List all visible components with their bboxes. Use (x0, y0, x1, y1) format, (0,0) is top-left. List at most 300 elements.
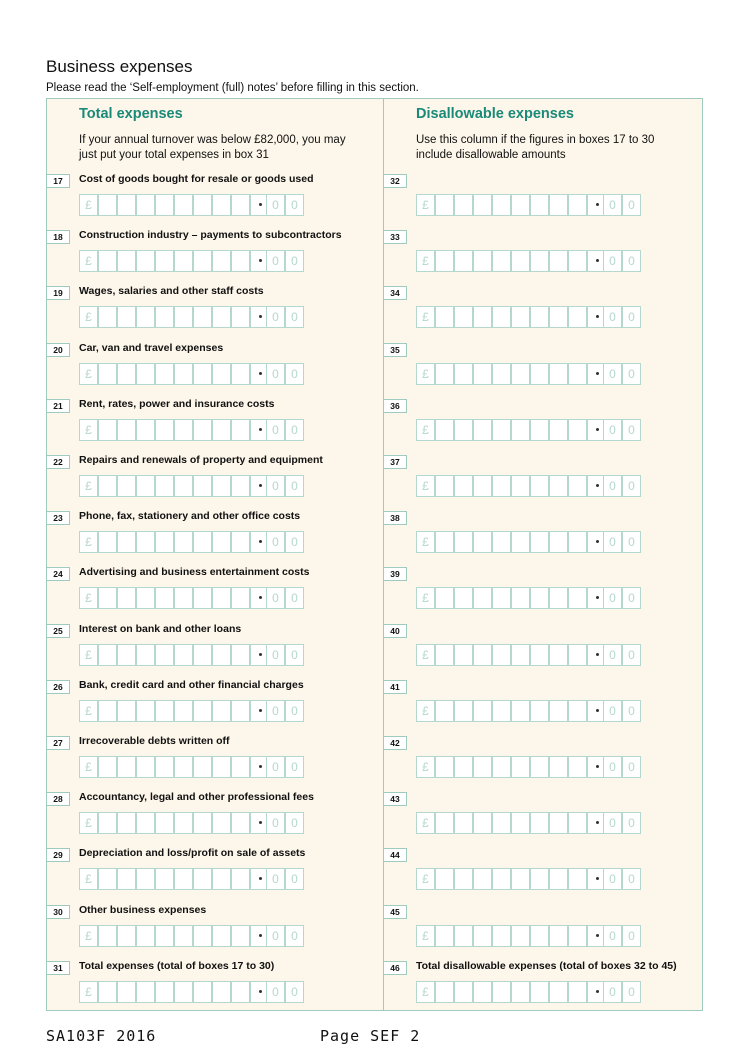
digit-cell[interactable] (155, 250, 174, 272)
digit-cell[interactable] (530, 587, 549, 609)
pound-cell[interactable]: £ (79, 981, 98, 1003)
pence-cell[interactable]: 0 (622, 306, 641, 328)
digit-cell[interactable] (98, 812, 117, 834)
pence-cell[interactable]: 0 (622, 812, 641, 834)
pound-cell[interactable]: £ (416, 925, 435, 947)
digit-cell[interactable] (473, 700, 492, 722)
digit-cell[interactable] (549, 981, 568, 1003)
digit-cell[interactable] (549, 587, 568, 609)
digit-cell[interactable] (530, 250, 549, 272)
pence-cell[interactable]: 0 (603, 194, 622, 216)
digit-cell[interactable] (98, 194, 117, 216)
pence-cell[interactable]: 0 (285, 531, 304, 553)
digit-cell[interactable] (530, 194, 549, 216)
digit-cell[interactable] (117, 981, 136, 1003)
digit-cell[interactable] (98, 419, 117, 441)
digit-cell[interactable] (117, 644, 136, 666)
digit-cell[interactable] (435, 250, 454, 272)
pence-cell[interactable]: 0 (603, 981, 622, 1003)
digit-cell[interactable] (454, 194, 473, 216)
digit-cell[interactable] (174, 925, 193, 947)
pence-cell[interactable]: 0 (622, 475, 641, 497)
digit-cell[interactable] (136, 250, 155, 272)
digit-cell[interactable] (492, 194, 511, 216)
digit-cell[interactable] (231, 306, 250, 328)
digit-cell[interactable] (117, 419, 136, 441)
digit-cell[interactable] (530, 925, 549, 947)
digit-cell[interactable] (212, 700, 231, 722)
digit-cell[interactable] (511, 419, 530, 441)
pound-cell[interactable]: £ (416, 250, 435, 272)
pence-cell[interactable]: 0 (622, 756, 641, 778)
digit-cell[interactable] (117, 531, 136, 553)
digit-cell[interactable] (454, 419, 473, 441)
pence-cell[interactable]: 0 (285, 756, 304, 778)
digit-cell[interactable] (155, 700, 174, 722)
digit-cell[interactable] (212, 868, 231, 890)
digit-cell[interactable] (568, 981, 587, 1003)
pound-cell[interactable]: £ (416, 587, 435, 609)
digit-cell[interactable] (568, 868, 587, 890)
digit-cell[interactable] (511, 587, 530, 609)
digit-cell[interactable] (549, 868, 568, 890)
pence-cell[interactable]: 0 (285, 475, 304, 497)
digit-cell[interactable] (568, 700, 587, 722)
digit-cell[interactable] (492, 981, 511, 1003)
digit-cell[interactable] (473, 644, 492, 666)
digit-cell[interactable] (136, 531, 155, 553)
digit-cell[interactable] (492, 306, 511, 328)
pence-cell[interactable]: 0 (266, 756, 285, 778)
digit-cell[interactable] (174, 868, 193, 890)
digit-cell[interactable] (435, 587, 454, 609)
digit-cell[interactable] (117, 306, 136, 328)
digit-cell[interactable] (454, 981, 473, 1003)
pence-cell[interactable]: 0 (285, 194, 304, 216)
digit-cell[interactable] (454, 531, 473, 553)
pence-cell[interactable]: 0 (266, 306, 285, 328)
digit-cell[interactable] (549, 194, 568, 216)
pence-cell[interactable]: 0 (285, 644, 304, 666)
digit-cell[interactable] (155, 644, 174, 666)
digit-cell[interactable] (98, 363, 117, 385)
digit-cell[interactable] (530, 644, 549, 666)
digit-cell[interactable] (492, 363, 511, 385)
digit-cell[interactable] (117, 756, 136, 778)
digit-cell[interactable] (492, 756, 511, 778)
digit-cell[interactable] (530, 868, 549, 890)
digit-cell[interactable] (212, 419, 231, 441)
pence-cell[interactable]: 0 (622, 925, 641, 947)
digit-cell[interactable] (212, 644, 231, 666)
digit-cell[interactable] (568, 756, 587, 778)
digit-cell[interactable] (155, 531, 174, 553)
digit-cell[interactable] (155, 306, 174, 328)
pound-cell[interactable]: £ (416, 812, 435, 834)
digit-cell[interactable] (454, 644, 473, 666)
digit-cell[interactable] (155, 868, 174, 890)
pence-cell[interactable]: 0 (285, 250, 304, 272)
digit-cell[interactable] (212, 587, 231, 609)
pence-cell[interactable]: 0 (266, 475, 285, 497)
pound-cell[interactable]: £ (79, 475, 98, 497)
digit-cell[interactable] (473, 475, 492, 497)
digit-cell[interactable] (435, 868, 454, 890)
pence-cell[interactable]: 0 (285, 925, 304, 947)
pound-cell[interactable]: £ (79, 250, 98, 272)
digit-cell[interactable] (435, 812, 454, 834)
digit-cell[interactable] (435, 306, 454, 328)
digit-cell[interactable] (117, 925, 136, 947)
digit-cell[interactable] (549, 644, 568, 666)
digit-cell[interactable] (454, 812, 473, 834)
digit-cell[interactable] (155, 419, 174, 441)
digit-cell[interactable] (530, 812, 549, 834)
pence-cell[interactable]: 0 (285, 812, 304, 834)
pound-cell[interactable]: £ (79, 644, 98, 666)
digit-cell[interactable] (568, 812, 587, 834)
pence-cell[interactable]: 0 (266, 981, 285, 1003)
pence-cell[interactable]: 0 (285, 868, 304, 890)
digit-cell[interactable] (117, 363, 136, 385)
digit-cell[interactable] (473, 194, 492, 216)
digit-cell[interactable] (193, 756, 212, 778)
digit-cell[interactable] (530, 981, 549, 1003)
pence-cell[interactable]: 0 (603, 868, 622, 890)
digit-cell[interactable] (193, 306, 212, 328)
pence-cell[interactable]: 0 (266, 531, 285, 553)
digit-cell[interactable] (212, 194, 231, 216)
pound-cell[interactable]: £ (416, 868, 435, 890)
pound-cell[interactable]: £ (416, 419, 435, 441)
pence-cell[interactable]: 0 (603, 475, 622, 497)
digit-cell[interactable] (174, 363, 193, 385)
digit-cell[interactable] (98, 981, 117, 1003)
digit-cell[interactable] (454, 363, 473, 385)
digit-cell[interactable] (454, 868, 473, 890)
digit-cell[interactable] (193, 587, 212, 609)
digit-cell[interactable] (492, 700, 511, 722)
pound-cell[interactable]: £ (79, 756, 98, 778)
pound-cell[interactable]: £ (79, 194, 98, 216)
digit-cell[interactable] (473, 756, 492, 778)
digit-cell[interactable] (193, 419, 212, 441)
pence-cell[interactable]: 0 (622, 531, 641, 553)
digit-cell[interactable] (117, 250, 136, 272)
digit-cell[interactable] (155, 756, 174, 778)
digit-cell[interactable] (155, 812, 174, 834)
digit-cell[interactable] (454, 250, 473, 272)
digit-cell[interactable] (435, 700, 454, 722)
digit-cell[interactable] (511, 700, 530, 722)
digit-cell[interactable] (136, 981, 155, 1003)
digit-cell[interactable] (231, 194, 250, 216)
pound-cell[interactable]: £ (416, 194, 435, 216)
digit-cell[interactable] (193, 194, 212, 216)
digit-cell[interactable] (530, 419, 549, 441)
digit-cell[interactable] (117, 700, 136, 722)
digit-cell[interactable] (454, 587, 473, 609)
digit-cell[interactable] (231, 644, 250, 666)
digit-cell[interactable] (174, 194, 193, 216)
digit-cell[interactable] (98, 306, 117, 328)
pence-cell[interactable]: 0 (603, 531, 622, 553)
digit-cell[interactable] (155, 194, 174, 216)
pence-cell[interactable]: 0 (285, 587, 304, 609)
digit-cell[interactable] (435, 531, 454, 553)
digit-cell[interactable] (511, 306, 530, 328)
pence-cell[interactable]: 0 (603, 587, 622, 609)
digit-cell[interactable] (549, 925, 568, 947)
digit-cell[interactable] (155, 475, 174, 497)
pound-cell[interactable]: £ (79, 868, 98, 890)
digit-cell[interactable] (473, 981, 492, 1003)
pence-cell[interactable]: 0 (285, 363, 304, 385)
digit-cell[interactable] (231, 250, 250, 272)
digit-cell[interactable] (174, 700, 193, 722)
digit-cell[interactable] (174, 812, 193, 834)
digit-cell[interactable] (136, 812, 155, 834)
pence-cell[interactable]: 0 (266, 868, 285, 890)
digit-cell[interactable] (568, 531, 587, 553)
pence-cell[interactable]: 0 (266, 700, 285, 722)
digit-cell[interactable] (549, 250, 568, 272)
digit-cell[interactable] (568, 363, 587, 385)
pound-cell[interactable]: £ (416, 306, 435, 328)
digit-cell[interactable] (98, 250, 117, 272)
digit-cell[interactable] (511, 363, 530, 385)
pence-cell[interactable]: 0 (603, 250, 622, 272)
digit-cell[interactable] (492, 868, 511, 890)
digit-cell[interactable] (98, 587, 117, 609)
digit-cell[interactable] (473, 587, 492, 609)
digit-cell[interactable] (530, 700, 549, 722)
digit-cell[interactable] (193, 250, 212, 272)
digit-cell[interactable] (155, 363, 174, 385)
digit-cell[interactable] (511, 812, 530, 834)
pound-cell[interactable]: £ (79, 925, 98, 947)
pence-cell[interactable]: 0 (266, 419, 285, 441)
digit-cell[interactable] (549, 419, 568, 441)
digit-cell[interactable] (212, 250, 231, 272)
digit-cell[interactable] (98, 644, 117, 666)
digit-cell[interactable] (492, 250, 511, 272)
pound-cell[interactable]: £ (79, 812, 98, 834)
digit-cell[interactable] (473, 419, 492, 441)
digit-cell[interactable] (473, 363, 492, 385)
digit-cell[interactable] (511, 250, 530, 272)
digit-cell[interactable] (193, 531, 212, 553)
digit-cell[interactable] (530, 756, 549, 778)
digit-cell[interactable] (435, 419, 454, 441)
pound-cell[interactable]: £ (79, 363, 98, 385)
pence-cell[interactable]: 0 (622, 700, 641, 722)
digit-cell[interactable] (193, 868, 212, 890)
digit-cell[interactable] (155, 587, 174, 609)
pence-cell[interactable]: 0 (603, 644, 622, 666)
pence-cell[interactable]: 0 (285, 419, 304, 441)
pound-cell[interactable]: £ (79, 419, 98, 441)
digit-cell[interactable] (231, 981, 250, 1003)
digit-cell[interactable] (530, 363, 549, 385)
digit-cell[interactable] (98, 756, 117, 778)
digit-cell[interactable] (549, 812, 568, 834)
pound-cell[interactable]: £ (79, 306, 98, 328)
pound-cell[interactable]: £ (416, 700, 435, 722)
digit-cell[interactable] (435, 925, 454, 947)
pence-cell[interactable]: 0 (266, 363, 285, 385)
pound-cell[interactable]: £ (416, 981, 435, 1003)
digit-cell[interactable] (117, 194, 136, 216)
digit-cell[interactable] (212, 756, 231, 778)
digit-cell[interactable] (492, 925, 511, 947)
digit-cell[interactable] (492, 812, 511, 834)
digit-cell[interactable] (231, 756, 250, 778)
digit-cell[interactable] (212, 812, 231, 834)
digit-cell[interactable] (568, 587, 587, 609)
digit-cell[interactable] (511, 475, 530, 497)
digit-cell[interactable] (174, 250, 193, 272)
pound-cell[interactable]: £ (416, 756, 435, 778)
digit-cell[interactable] (530, 306, 549, 328)
digit-cell[interactable] (212, 475, 231, 497)
pence-cell[interactable]: 0 (285, 306, 304, 328)
digit-cell[interactable] (492, 531, 511, 553)
pence-cell[interactable]: 0 (603, 812, 622, 834)
digit-cell[interactable] (568, 194, 587, 216)
digit-cell[interactable] (193, 700, 212, 722)
digit-cell[interactable] (98, 868, 117, 890)
digit-cell[interactable] (454, 475, 473, 497)
digit-cell[interactable] (492, 644, 511, 666)
digit-cell[interactable] (568, 644, 587, 666)
digit-cell[interactable] (231, 475, 250, 497)
digit-cell[interactable] (435, 363, 454, 385)
digit-cell[interactable] (473, 925, 492, 947)
digit-cell[interactable] (98, 475, 117, 497)
pence-cell[interactable]: 0 (603, 925, 622, 947)
digit-cell[interactable] (136, 868, 155, 890)
pence-cell[interactable]: 0 (603, 756, 622, 778)
pound-cell[interactable]: £ (79, 587, 98, 609)
digit-cell[interactable] (174, 531, 193, 553)
digit-cell[interactable] (454, 306, 473, 328)
pound-cell[interactable]: £ (79, 700, 98, 722)
digit-cell[interactable] (473, 812, 492, 834)
digit-cell[interactable] (530, 531, 549, 553)
digit-cell[interactable] (454, 925, 473, 947)
digit-cell[interactable] (136, 419, 155, 441)
digit-cell[interactable] (473, 306, 492, 328)
pence-cell[interactable]: 0 (266, 925, 285, 947)
digit-cell[interactable] (136, 363, 155, 385)
digit-cell[interactable] (231, 925, 250, 947)
digit-cell[interactable] (511, 756, 530, 778)
digit-cell[interactable] (193, 812, 212, 834)
digit-cell[interactable] (136, 700, 155, 722)
digit-cell[interactable] (231, 868, 250, 890)
digit-cell[interactable] (549, 700, 568, 722)
digit-cell[interactable] (117, 475, 136, 497)
digit-cell[interactable] (136, 587, 155, 609)
digit-cell[interactable] (231, 531, 250, 553)
pence-cell[interactable]: 0 (266, 587, 285, 609)
digit-cell[interactable] (212, 925, 231, 947)
digit-cell[interactable] (231, 419, 250, 441)
digit-cell[interactable] (212, 306, 231, 328)
digit-cell[interactable] (174, 306, 193, 328)
digit-cell[interactable] (155, 981, 174, 1003)
digit-cell[interactable] (98, 700, 117, 722)
digit-cell[interactable] (435, 475, 454, 497)
pound-cell[interactable]: £ (416, 531, 435, 553)
digit-cell[interactable] (155, 925, 174, 947)
pence-cell[interactable]: 0 (603, 700, 622, 722)
digit-cell[interactable] (549, 756, 568, 778)
digit-cell[interactable] (549, 475, 568, 497)
digit-cell[interactable] (174, 756, 193, 778)
digit-cell[interactable] (231, 700, 250, 722)
digit-cell[interactable] (136, 925, 155, 947)
digit-cell[interactable] (549, 306, 568, 328)
digit-cell[interactable] (174, 475, 193, 497)
pence-cell[interactable]: 0 (622, 981, 641, 1003)
digit-cell[interactable] (193, 925, 212, 947)
digit-cell[interactable] (511, 925, 530, 947)
digit-cell[interactable] (492, 587, 511, 609)
pence-cell[interactable]: 0 (285, 700, 304, 722)
digit-cell[interactable] (174, 587, 193, 609)
pence-cell[interactable]: 0 (622, 868, 641, 890)
pence-cell[interactable]: 0 (622, 363, 641, 385)
digit-cell[interactable] (511, 981, 530, 1003)
digit-cell[interactable] (473, 868, 492, 890)
digit-cell[interactable] (136, 475, 155, 497)
digit-cell[interactable] (492, 419, 511, 441)
digit-cell[interactable] (511, 194, 530, 216)
pence-cell[interactable]: 0 (266, 194, 285, 216)
digit-cell[interactable] (231, 812, 250, 834)
digit-cell[interactable] (473, 250, 492, 272)
digit-cell[interactable] (136, 756, 155, 778)
digit-cell[interactable] (174, 644, 193, 666)
digit-cell[interactable] (568, 419, 587, 441)
pence-cell[interactable]: 0 (622, 419, 641, 441)
digit-cell[interactable] (136, 644, 155, 666)
digit-cell[interactable] (117, 812, 136, 834)
digit-cell[interactable] (492, 475, 511, 497)
digit-cell[interactable] (568, 250, 587, 272)
pence-cell[interactable]: 0 (603, 419, 622, 441)
pence-cell[interactable]: 0 (603, 306, 622, 328)
digit-cell[interactable] (212, 531, 231, 553)
digit-cell[interactable] (212, 363, 231, 385)
digit-cell[interactable] (435, 756, 454, 778)
digit-cell[interactable] (136, 194, 155, 216)
digit-cell[interactable] (473, 531, 492, 553)
digit-cell[interactable] (193, 475, 212, 497)
digit-cell[interactable] (117, 868, 136, 890)
digit-cell[interactable] (212, 981, 231, 1003)
digit-cell[interactable] (231, 363, 250, 385)
digit-cell[interactable] (530, 475, 549, 497)
digit-cell[interactable] (193, 363, 212, 385)
pence-cell[interactable]: 0 (622, 194, 641, 216)
pence-cell[interactable]: 0 (622, 250, 641, 272)
digit-cell[interactable] (174, 419, 193, 441)
pence-cell[interactable]: 0 (622, 644, 641, 666)
pound-cell[interactable]: £ (416, 363, 435, 385)
